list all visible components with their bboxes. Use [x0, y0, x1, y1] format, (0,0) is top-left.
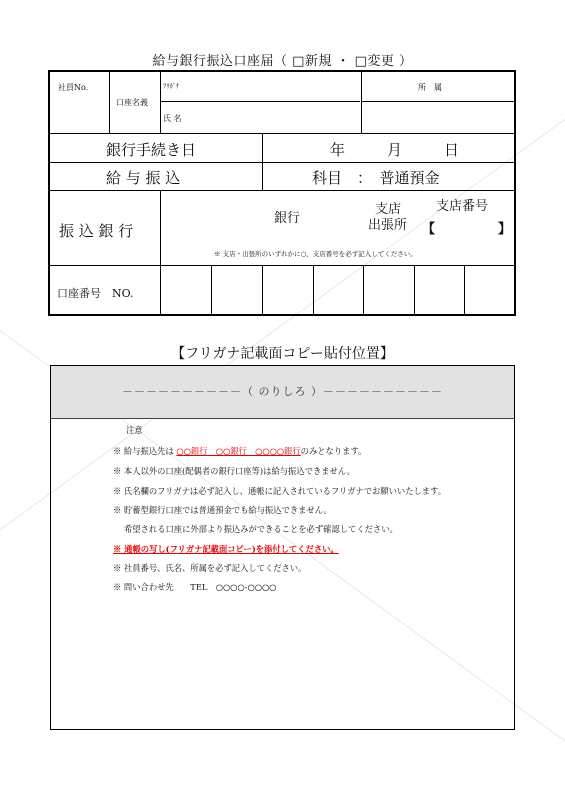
- paste-heading: 【フリガナ記載面コピー貼付位置】: [171, 346, 394, 362]
- salary-transfer-label: 給 与 振 込: [106, 169, 181, 187]
- note-furigana: ※ 氏名欄のフリガナは必ず記入し、通帳に記入されているフリガナでお願いいたします。: [113, 486, 447, 496]
- transfer-form: [48, 70, 516, 316]
- row-line: [160, 101, 360, 102]
- note-bank-prefix: ※ 給与振込先は: [113, 446, 177, 456]
- col-line: [361, 72, 362, 133]
- branch-label: 支店: [375, 202, 402, 217]
- furigana-label: ﾌﾘｶﾞﾅ: [163, 82, 180, 90]
- note-external-transfer: 希望される口座に外部より振込みができることを必ず確認してください。: [124, 524, 398, 534]
- row-line: [50, 190, 514, 191]
- bank-procedure-date-label: 銀行手続き日: [106, 141, 197, 159]
- note-own-account: ※ 本人以外の口座(配偶者の銀行口座等)は給与振込できません。: [113, 466, 355, 476]
- col-line: [160, 190, 161, 314]
- col-line: [313, 265, 314, 314]
- transfer-bank-label: 振 込 銀 行: [59, 222, 134, 240]
- glue-margin: [51, 366, 514, 419]
- glue-label: －－－－－－－－－－（ のりしろ ）－－－－－－－－－－: [122, 385, 443, 398]
- col-line: [160, 72, 161, 133]
- account-holder-label: 口座名義: [116, 98, 148, 107]
- col-line: [414, 265, 415, 314]
- branch-number-label: 支店番号: [436, 199, 489, 214]
- col-line: [211, 265, 212, 314]
- subject-label: 科目 ： 普通預金: [312, 169, 440, 187]
- bracket-open: 【: [422, 222, 436, 237]
- paste-area: [50, 365, 515, 730]
- col-line: [363, 265, 364, 314]
- employee-no-label: 社員No.: [58, 83, 89, 92]
- bank-suffix-label: 銀行: [274, 211, 301, 226]
- account-number-label: 口座番号 NO.: [57, 287, 134, 300]
- note-required-fields: ※ 社員番号、氏名、所属を必ず記入してください。: [113, 563, 307, 573]
- row-line: [50, 265, 514, 266]
- sub-branch-label: 出張所: [368, 218, 408, 233]
- col-line: [262, 265, 263, 314]
- name-label: 氏 名: [163, 114, 182, 123]
- row-line: [50, 162, 514, 163]
- note-bank-limit: [113, 445, 366, 457]
- note-attach-copy: ※ 通帳の写し(フリガナ記載面コピー)を添付してください。: [113, 544, 339, 554]
- row-line: [50, 133, 514, 134]
- department-label: 所 属: [418, 83, 442, 92]
- note-bank-suffix: のみとなります。: [300, 446, 367, 456]
- branch-note: ※ 支店・出張所のいずれかに○、支店番号を必ず記入してください。: [214, 250, 417, 258]
- note-savings-account: ※ 貯蓄型銀行口座では普通預金でも給与振込できません。: [113, 505, 332, 515]
- note-contact: ※ 問い合わせ先 TEL ○○○○-○○○○: [113, 582, 277, 592]
- col-line: [109, 72, 110, 133]
- note-bank-names: ○○銀行 ○○銀行 ○○○○銀行: [176, 446, 301, 456]
- form-title: 給与銀行振込口座届（ □新規 ・ □変更 ）: [152, 54, 413, 69]
- col-line: [464, 265, 465, 314]
- date-month-label: 月: [387, 141, 403, 159]
- col-line: [262, 133, 263, 190]
- date-year-label: 年: [330, 141, 346, 159]
- bracket-close: 】: [498, 222, 512, 237]
- row-line: [361, 101, 514, 102]
- notes-title: 注意: [126, 425, 143, 435]
- date-day-label: 日: [444, 141, 460, 159]
